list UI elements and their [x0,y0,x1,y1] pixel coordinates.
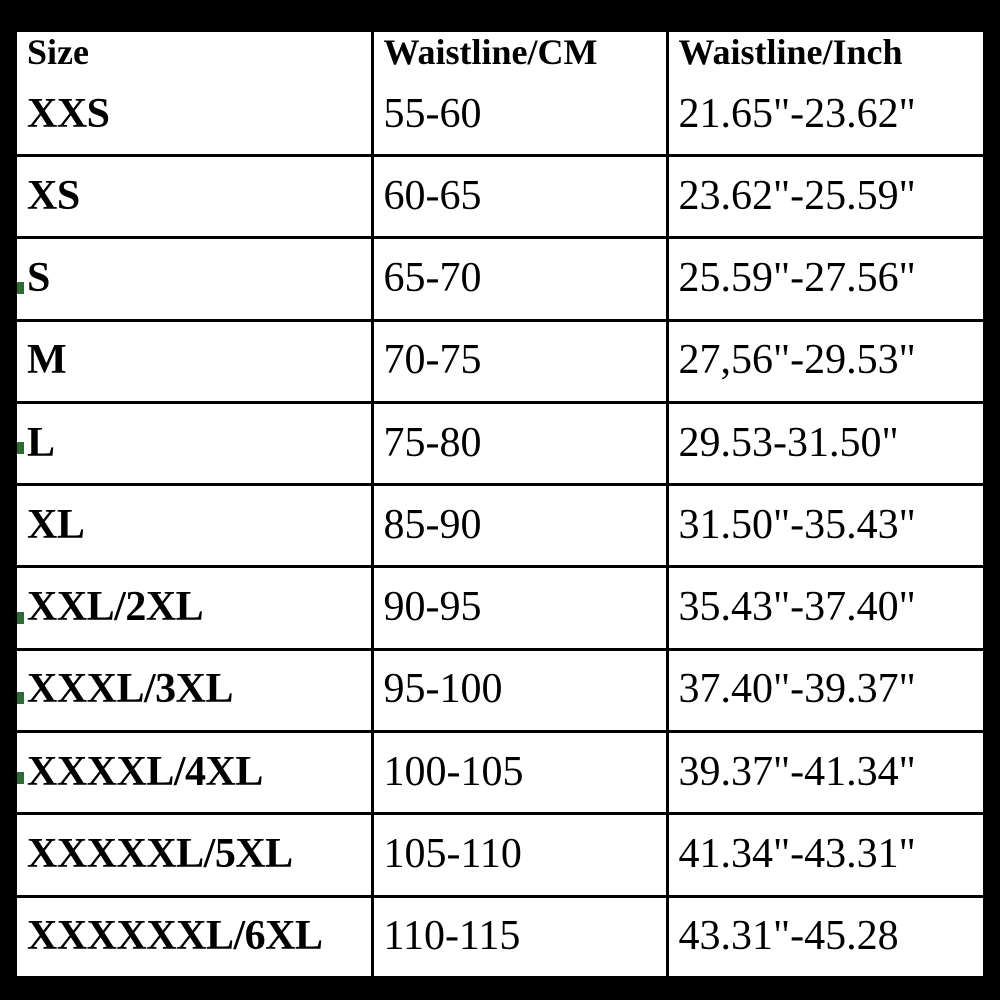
cell-waistline-inch: 41.34"-43.31" [667,814,983,896]
cell-waistline-cm: 100-105 [372,732,667,814]
table-row [17,402,983,484]
cell-waistline-cm: 65-70 [372,238,667,320]
cell-size: XXL/2XL [17,567,372,649]
table-row [17,896,983,976]
cell-size: XXXXL/4XL [17,732,372,814]
cell-waistline-cm: 70-75 [372,320,667,402]
cell-size: XXXL/3XL [17,649,372,731]
cell-waistline-cm: 55-60 [372,76,667,156]
cell-size: M [17,320,372,402]
cell-size: XL [17,485,372,567]
cell-size: XXXXXL/5XL [17,814,372,896]
cell-size: L [17,402,372,484]
cell-waistline-cm: 95-100 [372,649,667,731]
cell-waistline-inch: 37.40"-39.37" [667,649,983,731]
table-row [17,76,983,156]
cell-waistline-cm: 85-90 [372,485,667,567]
table-row [17,485,983,567]
cell-waistline-cm: 90-95 [372,567,667,649]
cell-waistline-inch: 29.53-31.50" [667,402,983,484]
cell-waistline-inch: 27,56"-29.53" [667,320,983,402]
cell-waistline-inch: 39.37"-41.34" [667,732,983,814]
table-header-row [17,32,983,76]
cell-waistline-cm: 110-115 [372,896,667,976]
table-row [17,814,983,896]
table-row [17,238,983,320]
cell-waistline-inch: 21.65"-23.62" [667,76,983,156]
table-row [17,732,983,814]
cell-waistline-inch: 31.50"-35.43" [667,485,983,567]
table-header [17,32,983,76]
cell-waistline-cm: 105-110 [372,814,667,896]
column-header-size: Size [17,32,372,76]
table-row [17,156,983,238]
column-header-waistline-cm: Waistline/CM [372,32,667,76]
table-row [17,320,983,402]
table-row [17,649,983,731]
cell-waistline-inch: 23.62"-25.59" [667,156,983,238]
cell-waistline-cm: 75-80 [372,402,667,484]
table-row [17,567,983,649]
cell-size: S [17,238,372,320]
cell-size: XXS [17,76,372,156]
table-body [17,76,983,976]
size-chart-table [17,32,983,976]
column-header-waistline-inch: Waistline/Inch [678,32,903,72]
cell-waistline-inch: 43.31"-45.28 [678,912,899,959]
cell-size: XXXXXXL/6XL [17,896,372,976]
cell-size: XS [17,156,372,238]
cell-waistline-inch: 25.59"-27.56" [667,238,983,320]
cell-waistline-cm: 60-65 [372,156,667,238]
cell-waistline-inch: 35.43"-37.40" [667,567,983,649]
size-chart-table-frame [13,28,987,980]
